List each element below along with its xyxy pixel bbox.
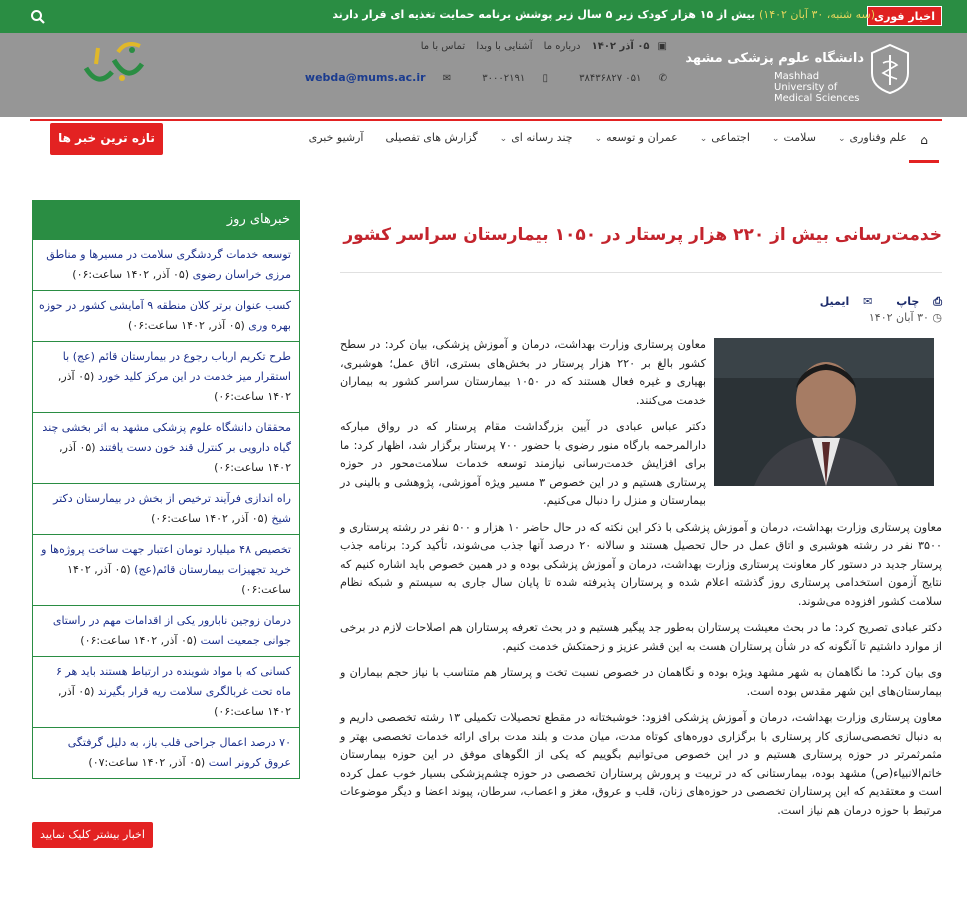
breaking-news-ticker[interactable] bbox=[332, 8, 875, 21]
header-link-intro[interactable]: آشنایی با وبدا bbox=[476, 41, 533, 52]
list-item[interactable]: راه اندازی فرآیند ترخیص از بخش در بیمارستان دکتر شیخ (۰۵ آذر, ۱۴۰۲ ساعت:۰۶) bbox=[33, 484, 299, 535]
header-phone: ۰۵۱ ۳۸۴۳۶۸۲۷ bbox=[579, 73, 642, 84]
nav-item-reports[interactable]: گزارش های تفصیلی bbox=[385, 131, 478, 144]
list-item[interactable]: محققان دانشگاه علوم پزشکی مشهد به اثر بخشی چند گیاه دارویی بر کنترل قند خون دست یافتند (۰۵ آذر, ۱۴۰۲ ساعت:۰۶) bbox=[33, 413, 299, 484]
university-name-fa: دانشگاه علوم پزشکی مشهد bbox=[685, 51, 864, 66]
list-item[interactable]: توسعه خدمات گردشگری سلامت در مسیرها و مناطق مرزی خراسان رضوی (۰۵ آذر, ۱۴۰۲ ساعت:۰۶) bbox=[33, 240, 299, 291]
header-link-contact[interactable]: تماس با ما bbox=[420, 41, 466, 52]
title-divider bbox=[340, 272, 942, 273]
breaking-news-bar bbox=[0, 0, 967, 33]
article-paragraph: معاون پرستاری وزارت بهداشت، درمان و آموزش پزشکی با ذکر این نکته که در حال حاضر ۱۰ هزار و ۵۰۰ نفر در رشته پرستاری و ۳۵۰۰ نفر در رشته هوشبری و اتاق عمل در حال تحصیل هستند و سالانه ۲۰ درصد آنها جذب می‌شوند، تأکید کرد: برنامه جذب پرستار جدید در دستور کار معاونت پرستاری وزارت بهداشت، درمان و آموزش پزشکی بوده و در همین خصوص باید اشاره کنیم که نتایج آزمون استخدامی پرستاری روز گذشته اعلام شده و پرستاران پذیرفته شده تا پایان سال جاری به سیستم و شبکه نظام سلامت کشور افزوده می‌شوند. bbox=[340, 520, 943, 608]
article-paragraph: معاون پرستاری وزارت بهداشت، درمان و آموزش پزشکی افزود: خوشبختانه در مقطع تحصیلات تکمیلی ۱۳ رشته تخصصی داریم و به دنبال تخصصی‌سازی کار پرستاری با برگزاری دوره‌های کوتاه مدت، میان مدت و بلند مدت برای ارائه خدمات تخصصی بهتر و مثمرثمرتر در حوزه پرستاری هستیم و در این خصوص می‌توانیم بگوییم که یکی از الگوهای موفق در این حوزه بیمارستان خاتم‌الانبیاء(ص) مشهد بوده، بیمارستانی که در تربیت و پرورش پرستاران تخصصی در حوزه چشم‌پزشکی بسیار خوب عمل کرده است و معتقدیم که این پرستاران تخصصی در حوزه‌های زنان، قلب و عروق، مغز و اعصاب، سرطان، پیوند اعضا و دیگر موضوعات مرتبط با حوزه درمان هم نیاز است. bbox=[340, 711, 942, 817]
list-item[interactable]: تخصیص ۴۸ میلیارد تومان اعتبار جهت ساخت پروژه‌ها و خرید تجهیزات بیمارستان قائم(عج) (۰۵ آذر, ۱۴۰۲ ساعت:۰۶) bbox=[33, 535, 299, 606]
university-logo[interactable] bbox=[685, 41, 912, 104]
header-date: ۰۵ آذر ۱۴۰۲ bbox=[591, 41, 650, 52]
nav-item-development[interactable]: عمران و توسعه⌄ bbox=[594, 131, 678, 144]
publish-date: ◷ ۳۰ آبان ۱۴۰۲ bbox=[868, 311, 942, 324]
article-paragraph: دکتر عباس عبادی در آیین بزرگداشت مقام پرستار که در رواق مبارکه دارالمرحمه بارگاه منور رضوی با حضور ۷۰۰ پرستار برگزار شد، اظهار کرد: ما برای افزایش خدمت‌رسانی نیازمند توسعه خدمات سلامت‌محور در حوزه پرستاری هستیم و در این خصوص ۳ مسیر ویژه آموزشی، پژوهشی و بالینی در بیمارستان و منزل را دنبال می‌کنیم. bbox=[340, 420, 707, 507]
latest-news-button[interactable]: تازه ترین خبر ها bbox=[50, 123, 163, 155]
clock-icon: ◷ bbox=[932, 311, 942, 324]
nav-item-archive[interactable]: آرشیو خبری bbox=[308, 131, 364, 144]
sidebar-title: خبرهای روز bbox=[32, 200, 300, 240]
site-header bbox=[0, 33, 967, 117]
article bbox=[340, 222, 942, 828]
nav-item-multimedia[interactable]: چند رسانه ای⌄ bbox=[499, 131, 573, 144]
article-tools bbox=[340, 295, 942, 309]
article-paragraph: دکتر عبادی تصریح کرد: ما در بحث معیشت پرستاران به‌طور جد پیگیر هستیم و در بحث تعرفه پرستاران هم اصلاحات لازم در برخی از موارد داشتیم تا آنگونه که در شأن پرستاران هست به این قشر عزیز و زحمتکش خدمت کنیم. bbox=[340, 621, 942, 653]
daily-news-sidebar bbox=[32, 200, 300, 779]
list-item[interactable]: طرح تکریم ارباب رجوع در بیمارستان قائم (عج) با استقرار میز خدمت در این مرکز کلید خورد (۰۵ آذر, ۱۴۰۲ ساعت:۰۶) bbox=[33, 342, 299, 413]
fax-icon: ▯ bbox=[542, 73, 548, 84]
main-navigation bbox=[0, 117, 967, 167]
article-title: خدمت‌رسانی بیش از ۲۲۰ هزار پرستار در ۱۰۵۰ بیمارستان سراسر کشور bbox=[343, 225, 942, 245]
printer-icon: ⎙ bbox=[933, 295, 942, 308]
email-link[interactable]: ✉ ایمیل bbox=[819, 295, 873, 308]
chevron-down-icon: ⌄ bbox=[771, 134, 780, 144]
nav-item-social[interactable]: اجتماعی⌄ bbox=[699, 131, 750, 144]
calendar-icon: ▣ bbox=[657, 41, 667, 52]
phone-icon: ✆ bbox=[658, 73, 667, 84]
list-item[interactable]: کسانی که با مواد شوینده در ارتباط هستند باید هر ۶ ماه تحت غربالگری سلامت ریه قرار بگیرند (۰۵ آذر, ۱۴۰۲ ساعت:۰۶) bbox=[33, 657, 299, 728]
print-link[interactable]: ⎙ چاپ bbox=[896, 295, 942, 308]
chevron-down-icon: ⌄ bbox=[699, 134, 708, 144]
header-fax: ۳۰۰۰۲۱۹۱ bbox=[482, 73, 526, 84]
ticker-headline[interactable]: بیش از ۱۵ هزار کودک زیر ۵ سال زیر پوشش برنامه حمایت تغذیه ای قرار دارند bbox=[332, 8, 756, 21]
more-news-button[interactable]: اخبار بیشتر کلیک نمایید bbox=[32, 822, 153, 848]
university-crest-icon bbox=[868, 43, 912, 95]
article-photo bbox=[714, 338, 934, 486]
sidebar-news-list bbox=[32, 240, 300, 779]
header-link-about[interactable]: درباره ما bbox=[543, 41, 581, 52]
header-links bbox=[413, 41, 667, 52]
envelope-icon: ✉ bbox=[442, 73, 452, 84]
chevron-down-icon: ⌄ bbox=[499, 134, 508, 144]
home-icon[interactable]: ⌂ bbox=[909, 125, 939, 163]
nav-divider bbox=[30, 119, 942, 121]
list-item[interactable]: کسب عنوان برتر کلان منطقه ۹ آمایشی کشور در حوزه بهره وری (۰۵ آذر, ۱۴۰۲ ساعت:۰۶) bbox=[33, 291, 299, 342]
nav-item-health[interactable]: سلامت⌄ bbox=[771, 131, 816, 144]
article-paragraph: معاون پرستاری وزارت بهداشت، درمان و آموزش پزشکی، بیان کرد: در سطح کشور بالغ بر ۲۲۰ هزار پرستار در بخش‌های بستری، اتاق عمل؛ هوشبری، بهیاری و غیره فعال هستند که در ۱۰۵۰ بیمارستان سراسر کشور به بیماران خدمت می‌کنند. bbox=[340, 338, 707, 407]
chevron-down-icon: ⌄ bbox=[594, 134, 603, 144]
chevron-down-icon: ⌄ bbox=[837, 134, 846, 144]
header-email[interactable]: webda@mums.ac.ir bbox=[304, 71, 426, 84]
webda-logo[interactable] bbox=[78, 38, 150, 92]
university-name-en: Mashhad University of Medical Sciences bbox=[774, 71, 860, 104]
list-item[interactable]: درمان زوجین نابارور یکی از اقدامات مهم در راستای جوانی جمعیت است (۰۵ آذر, ۱۴۰۲ ساعت:۰۶) bbox=[33, 606, 299, 657]
breaking-news-badge: اخبار فوری bbox=[867, 6, 942, 26]
envelope-icon: ✉ bbox=[863, 295, 873, 308]
search-icon[interactable] bbox=[30, 9, 46, 25]
article-paragraph: وی بیان کرد: ما نگاهمان به شهر مشهد ویژه بوده و نگاهمان در خصوص نسبت تخت و پرستار هم متناسب با نیاز حجم بیماران و بیمارستان‌های این شهر مقدس بوده است. bbox=[340, 666, 942, 698]
contact-info bbox=[277, 71, 667, 84]
nav-item-science[interactable]: علم وفناوری⌄ bbox=[837, 131, 907, 144]
list-item[interactable]: ۷۰ درصد اعمال جراحی قلب باز، به دلیل گرفتگی عروق کرونر است (۰۵ آذر, ۱۴۰۲ ساعت:۰۷) bbox=[67, 736, 291, 769]
ticker-date: (سه شنبه، ۳۰ آبان ۱۴۰۲) bbox=[758, 8, 875, 21]
